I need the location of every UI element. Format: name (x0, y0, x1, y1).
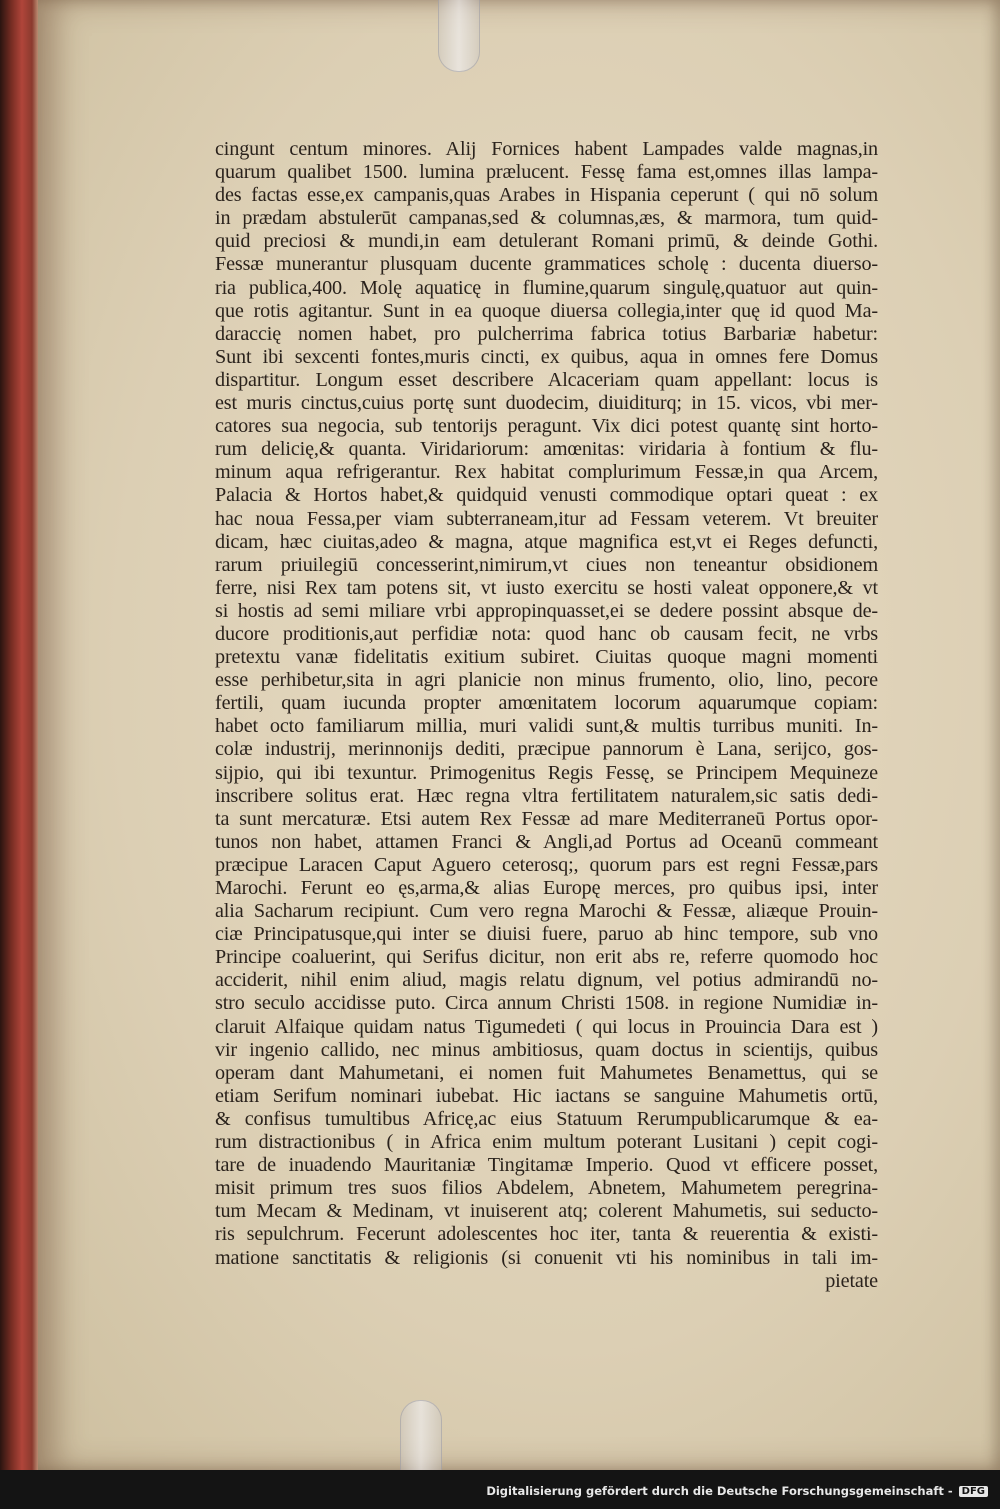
text-line: catores sua negocia, sub tentorijs peragunt. Vix dici potest quantę sint horto- (215, 415, 878, 438)
text-line: rum distractionibus ( in Africa enim multum poterant Lusitani ) cepit cogi- (215, 1131, 878, 1154)
text-line: habet octo familiarum millia, muri validi sunt,& multis turribus muniti. In- (215, 715, 878, 738)
text-line: inscribere solitus erat. Hæc regna vltra fertilitatem naturalem,sic satis dedi- (215, 784, 878, 807)
text-line: rum delicię,& quanta. Viridariorum: amœnitas: viridaria à fontium & flu- (215, 438, 878, 461)
text-line: stro seculo accidisse puto. Circa annum Christi 1508. in regione Numidiæ in- (215, 992, 878, 1015)
text-line: in prædam abstulerūt campanas,sed & columnas,æs, & marmora, tum quid- (215, 207, 878, 230)
text-line: Sunt ibi sexcenti fontes,muris cincti, ex quibus, aqua in omnes fere Domus (215, 345, 878, 368)
text-line: que rotis agitantur. Sunt in ea quoque diuersa collegia,inter quę id quod Ma- (215, 299, 878, 322)
text-line: etiam Serifum nominari iubebat. Hic iactans se sanguine Mahumetis ortū, (215, 1084, 878, 1107)
text-line: tare de inuadendo Mauritaniæ Tingitamæ Imperio. Quod vt efficere posset, (215, 1154, 878, 1177)
text-line: colæ industrij, merinnonijs dediti, præcipue pannorum è Lana, serijco, gos- (215, 738, 878, 761)
text-line: esse perhibetur,sita in agri planicie non minus frumento, olio, lino, pecore (215, 669, 878, 692)
footer-credit: Digitalisierung gefördert durch die Deutsche Forschungsgemeinschaft - (486, 1484, 953, 1498)
text-line: ferre, nisi Rex tam potens sit, vt iusto exercitu se hosti valeat opponere,& vt (215, 576, 878, 599)
dfg-logo-icon: DFG (959, 1486, 988, 1497)
text-line: Palacia & Hortos habet,& quidquid venusti commodique optari queat : ex (215, 484, 878, 507)
text-line: Principe coaluerint, qui Serifus dicitur, non erit abs re, referre quomodo hoc (215, 946, 878, 969)
text-line: præcipue Laracen Caput Aguero ceterosq;, quorum pars est regni Fessæ,pars (215, 853, 878, 876)
catchword: pietate (825, 1269, 878, 1292)
text-line: ducore proditionis,aut perfidiæ nota: quod hanc ob causam fecit, ne vrbs (215, 622, 878, 645)
text-line: minum aqua refrigerantur. Rex habitat complurimum Fessæ,in qua Arcem, (215, 461, 878, 484)
text-line: pretextu vanæ fidelitatis exitium subiret. Ciuitas quoque magni momenti (215, 646, 878, 669)
text-line: alia Sacharum recipiunt. Cum vero regna Marochi & Fessæ, aliæque Prouin- (215, 900, 878, 923)
text-line: sijpio, qui ibi texuntur. Primogenitus Regis Fessę, se Principem Mequineze (215, 761, 878, 784)
text-line: ria publica,400. Molę aquaticę in flumine,quarum singulę,quatuor aut quin- (215, 276, 878, 299)
text-line: des factas esse,ex campanis,quas Arabes in Hispania ceperunt ( qui nō solum (215, 184, 878, 207)
text-line: misit primum tres suos filios Abdelem, Abnetem, Mahumetem peregrina- (215, 1177, 878, 1200)
footer (486, 1484, 988, 1498)
text-line: tum Mecam & Medinam, vt inuiserent atq; colerent Mahumetis, sui seducto- (215, 1200, 878, 1223)
text-line: dicam, hæc ciuitas,adeo & magna, atque magnifica est,vt ei Reges defuncti, (215, 530, 878, 553)
body-text (215, 138, 878, 1293)
page-clip-top (438, 0, 480, 72)
text-line: hac noua Fessa,per viam subterraneam,itur ad Fessam veterem. Vt breuiter (215, 507, 878, 530)
text-line: acciderit, nihil enim aliud, magis relatu dignum, vel potius admirandū no- (215, 969, 878, 992)
text-line: claruit Alfaique quidam natus Tigumedeti ( qui locus in Prouincia Dara est ) (215, 1015, 878, 1038)
text-line: daraccię nomen habet, pro pulcherrima fabrica totius Barbariæ habetur: (215, 322, 878, 345)
text-line: fertili, quam iucunda propter amœnitatem locorum aquarumque copiam: (215, 692, 878, 715)
text-line: cingunt centum minores. Alij Fornices habent Lampades valde magnas,in (215, 138, 878, 160)
text-line: operam dant Mahumetani, ei nomen fuit Mahumetes Benamettus, qui se (215, 1061, 878, 1084)
page-stack-edge (0, 0, 40, 1509)
text-line: ta sunt mercaturæ. Etsi autem Rex Fessæ ad mare Mediterraneū Portus opor- (215, 807, 878, 830)
text-line: & confisus tumultibus Africę,ac eius Statuum Rerumpublicarumque & ea- (215, 1107, 878, 1130)
text-line: ciæ Principatusque,qui inter se diuisi fuere, paruo ab hinc tempore, sub vno (215, 923, 878, 946)
text-line: Marochi. Ferunt eo ęs,arma,& alias Europę merces, pro quibus ipsi, inter (215, 877, 878, 899)
text-line: tunos non habet, attamen Franci & Angli,ad Portus ad Oceanū commeant (215, 830, 878, 853)
text-line: est muris cinctus,cuius portę sunt duodecim, diuiditurq; in 15. vicos, vbi mer- (215, 392, 878, 415)
text-line: matione sanctitatis & religionis (si conuenit vti his nominibus in tali im- (215, 1246, 878, 1269)
text-line: si hostis ad semi miliare vrbi appropinquasset,ei se dedere possint absque de- (215, 599, 878, 622)
text-line: quarum qualibet 1500. lumina prælucent. Fessę fama est,omnes illas lampa- (215, 161, 878, 184)
text-line: dispartitur. Longum esset describere Alcaceriam quam appellant: locus is (215, 368, 878, 391)
text-line: Fessæ munerantur plusquam ducente grammatices scholę : ducenta diuerso- (215, 253, 878, 276)
text-line: vir ingenio callido, nec minus ambitiosus, quam doctus in scientijs, quibus (215, 1038, 878, 1061)
text-line: quid preciosi & mundi,in eam detulerant Romani primū, & deinde Gothi. (215, 230, 878, 253)
text-line: ris sepulchrum. Fecerunt adolescentes hoc iter, tanta & reuerentia & existi- (215, 1223, 878, 1246)
text-line: rarum priuilegiū concesserint,nimirum,vt ciues non teneantur obsidionem (215, 553, 878, 576)
